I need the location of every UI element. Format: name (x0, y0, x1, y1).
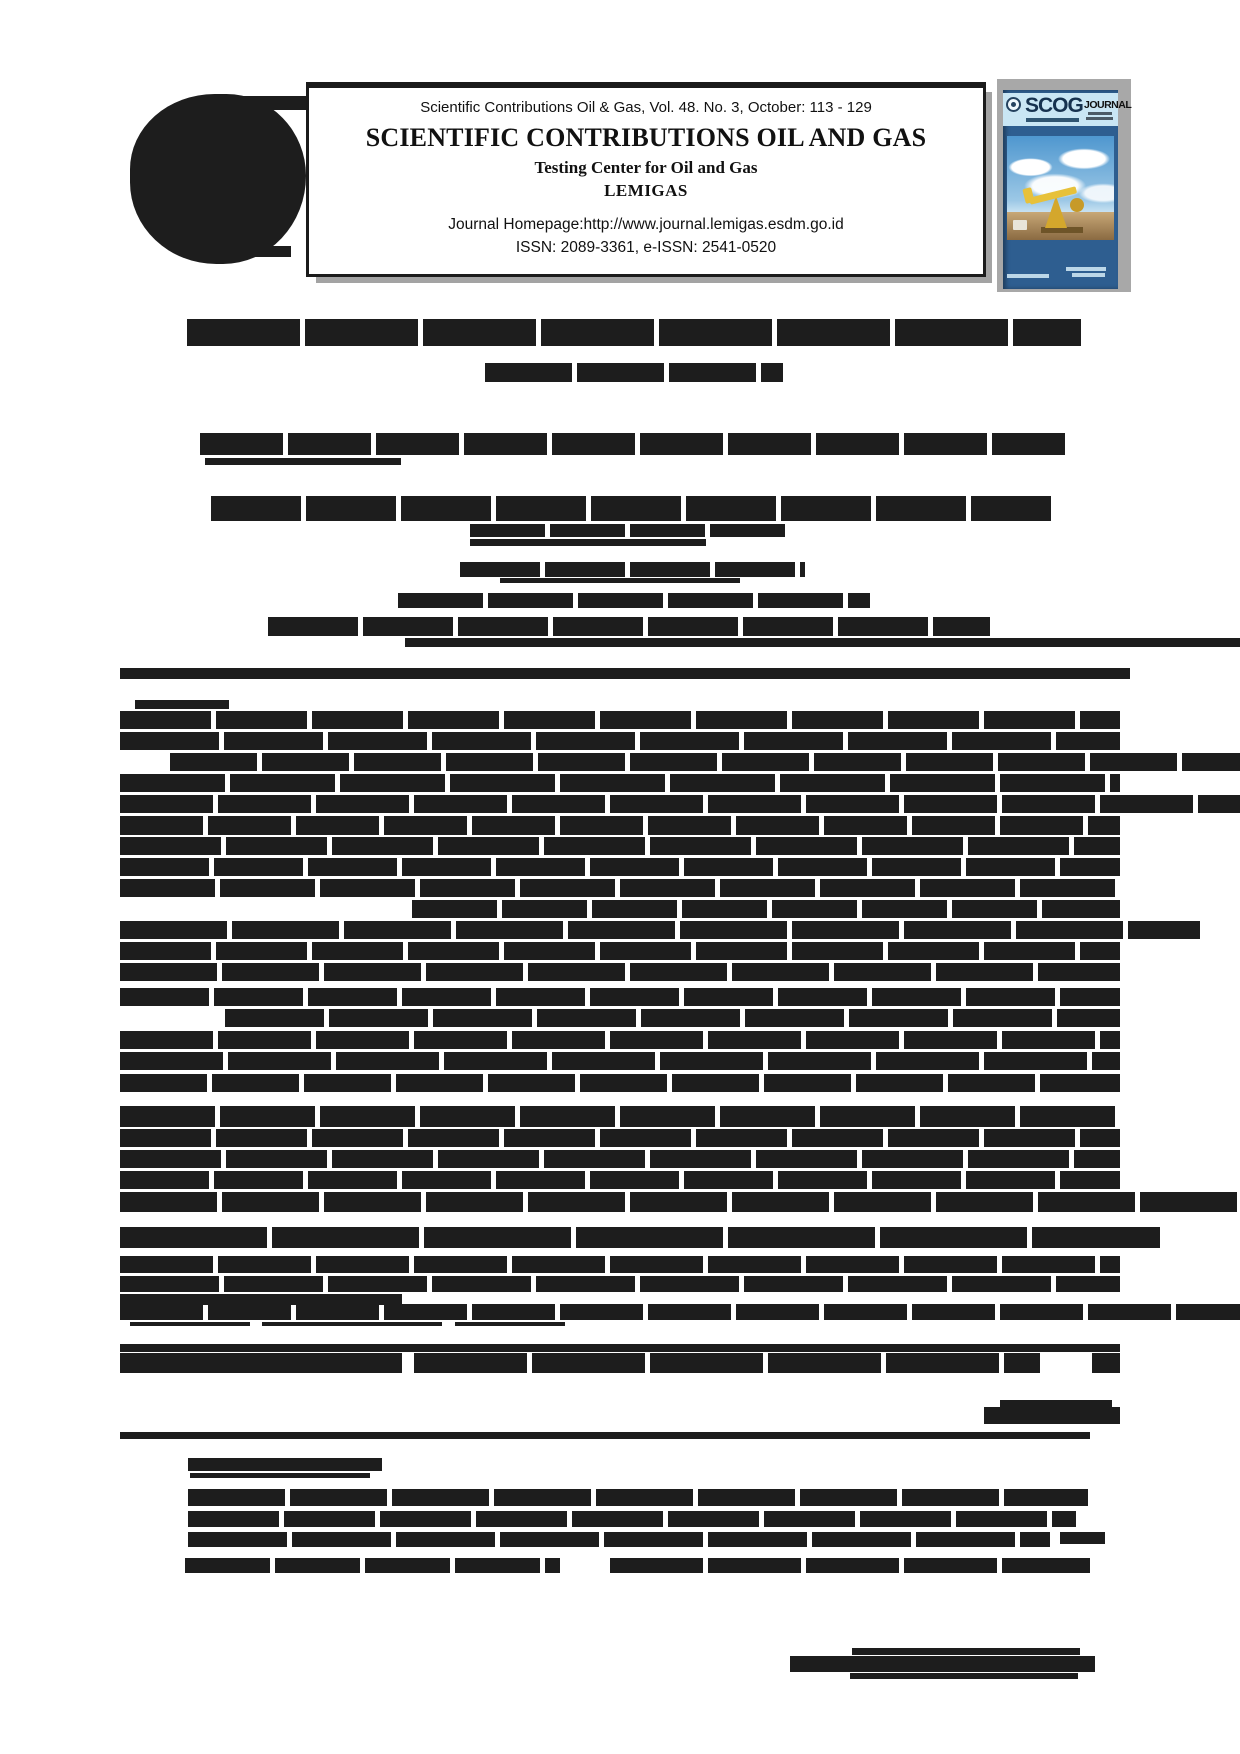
how-to-cite-redacted-line (414, 1353, 1040, 1373)
scog-emblem-icon (1006, 97, 1021, 112)
footnote-block-redacted-line (188, 1511, 1076, 1527)
journal-cover-thumbnail (997, 79, 1131, 292)
publisher-acronym: LEMIGAS (604, 181, 688, 200)
footnote-block-redacted-line (188, 1532, 1050, 1547)
abstract-paragraph-2-redacted-line (120, 1031, 1120, 1049)
divider-top-redacted-line (120, 668, 1130, 679)
abstract-paragraph-1-redacted-line (120, 837, 1120, 855)
abstract-paragraph-2-redacted-line (120, 1052, 1120, 1070)
footnote-block-redacted-line (188, 1489, 1088, 1506)
keywords-block-redacted-line (130, 1322, 250, 1326)
keywords-block-redacted-line (120, 1304, 1240, 1320)
affiliations-redacted-line (398, 593, 870, 608)
keywords-block-redacted-line (455, 1322, 565, 1326)
abstract-paragraph-1-redacted-line (120, 963, 1120, 981)
pumpjack-head (1022, 187, 1034, 204)
abstract-paragraph-3-redacted-line (120, 1150, 1120, 1168)
article-title-redacted-line (485, 363, 783, 382)
footnote-block-redacted-line (188, 1458, 382, 1471)
footnote-block-redacted-line (610, 1558, 1090, 1573)
affiliations-redacted-line (211, 496, 1051, 521)
abstract-paragraph-1-redacted-line (120, 732, 1120, 750)
cover-volume-microtext-bar (1007, 274, 1049, 278)
abstract-paragraph-2-redacted-line (120, 1074, 1120, 1092)
article-title-redacted-line (187, 319, 1081, 346)
page-footer-redacted-line (850, 1673, 1078, 1679)
abstract-paragraph-1-redacted-line (120, 879, 1120, 897)
abstract-bold-heading-redacted-line (120, 1227, 1160, 1248)
divider-bottom-redacted-line (120, 1432, 1090, 1439)
cover-accreditation-microtext-bar (1072, 273, 1105, 277)
cover-issn-microtext-bar (1086, 117, 1113, 120)
abstract-paragraph-1-redacted-line (120, 816, 1120, 835)
how-to-cite-redacted-line (1092, 1353, 1120, 1373)
citation-line: Scientific Contributions Oil & Gas, Vol. 48. No. 3, October: 113 - 129 (420, 99, 872, 116)
page-footer-redacted-line (790, 1656, 1095, 1672)
doi-badge-redacted-line (1000, 1400, 1112, 1407)
abstract-paragraph-2-redacted-line (120, 988, 1120, 1006)
cover-photo-pumpjack (1007, 136, 1114, 240)
abstract-paragraph-1-redacted-line (412, 900, 1120, 918)
abstract-paragraph-3-redacted-line (120, 1192, 1240, 1212)
journal-cover (1003, 90, 1132, 289)
abstract-paragraph-3-redacted-line (120, 1129, 1120, 1147)
pumpjack-frame (1045, 196, 1067, 228)
abstract-paragraph-1-redacted-line (120, 942, 1120, 960)
publisher-name: Testing Center for Oil and Gas (534, 158, 758, 177)
abstract-paragraph-1-redacted-line (120, 711, 1120, 729)
journal-header-box (306, 82, 986, 277)
cover-brand-text: SCOG (1025, 94, 1083, 117)
cover-accreditation-microtext-bar (1066, 267, 1106, 271)
keywords-block-redacted-line (120, 1276, 1120, 1292)
doi-badge-redacted-line (984, 1407, 1120, 1424)
authors-redacted-line (200, 433, 1065, 455)
cover-journal-label: JOURNAL (1084, 99, 1132, 111)
cover-issn-microtext-bar (1088, 112, 1112, 115)
issn-line: ISSN: 2089-3361, e-ISSN: 2541-0520 (515, 239, 777, 256)
cover-brand-caption-bar (1026, 118, 1079, 122)
keywords-block-redacted-line (120, 1256, 1120, 1273)
abstract-paragraph-1-redacted-line (120, 795, 1240, 813)
how-to-cite-redacted-line (120, 1353, 402, 1373)
cover-photo-truck (1013, 220, 1027, 230)
journal-homepage-url: Journal Homepage:http://www.journal.lemigas.esdm.go.id (448, 216, 844, 233)
footnote-block-redacted-line (190, 1473, 370, 1478)
page-footer-redacted-line (852, 1648, 1080, 1655)
authors-redacted-line (205, 458, 401, 465)
abstract-paragraph-1-redacted-line (120, 921, 1200, 939)
affiliations-redacted-line (500, 578, 740, 583)
abstract-paragraph-2-redacted-line (225, 1009, 1120, 1027)
footnote-block-redacted-line (1060, 1532, 1105, 1544)
footnote-block-redacted-line (185, 1558, 560, 1573)
keywords-block-redacted-line (262, 1322, 442, 1326)
publisher-logo-redacted-icon (130, 94, 306, 264)
journal-title: SCIENTIFIC CONTRIBUTIONS OIL AND GAS (365, 123, 927, 152)
keywords-block-redacted-line (120, 1344, 1120, 1352)
abstract-paragraph-3-redacted-line (120, 1106, 1120, 1127)
pumpjack-counterweight (1070, 198, 1084, 212)
affiliations-redacted-line (460, 562, 805, 577)
abstract-paragraph-3-redacted-line (120, 1171, 1120, 1189)
publisher-logo-redacted-fragment (233, 246, 291, 257)
cover-masthead-band (1003, 93, 1132, 126)
abstract-paragraph-1-redacted-line (120, 858, 1120, 876)
publisher-logo-redacted-fragment (235, 96, 306, 110)
affiliations-redacted-line (405, 638, 1240, 647)
abstract-paragraph-1-redacted-line (120, 774, 1120, 792)
affiliations-redacted-line (268, 617, 990, 636)
abstract-paragraph-1-redacted-line (170, 753, 1240, 771)
abstract-label-redacted-line (135, 700, 229, 709)
affiliations-redacted-line (470, 524, 790, 537)
affiliations-redacted-line (470, 539, 706, 546)
